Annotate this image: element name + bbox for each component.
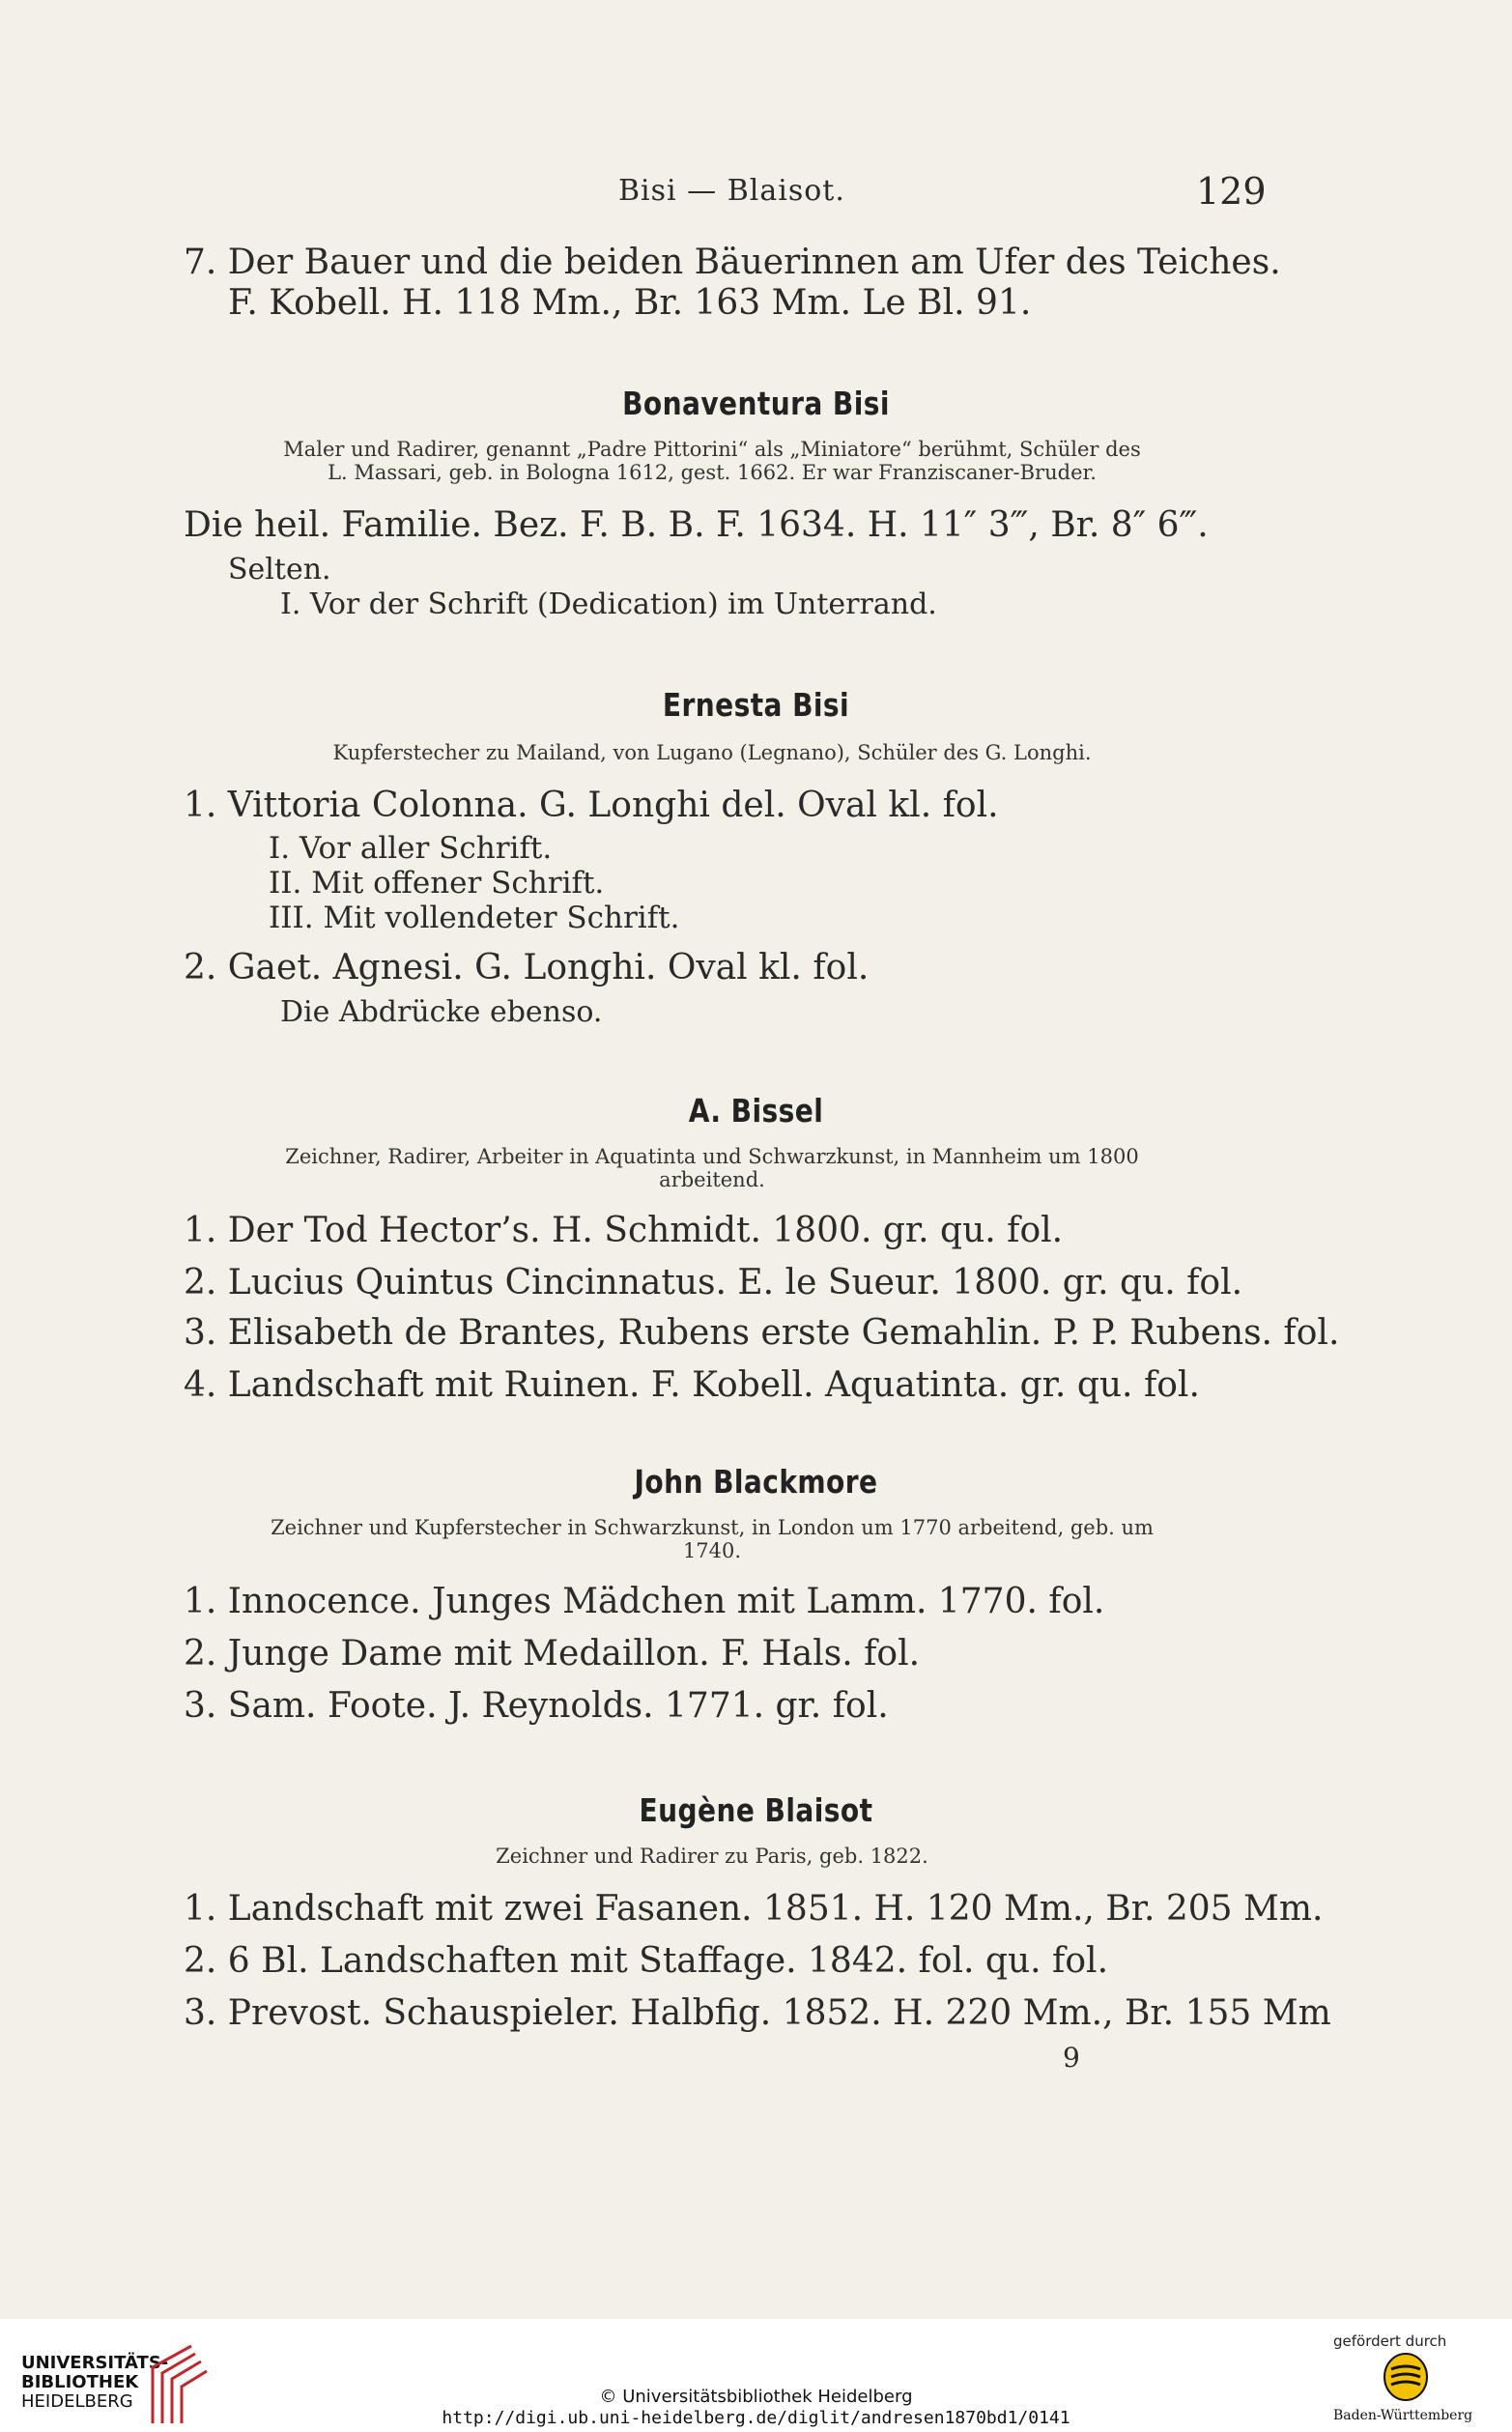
artist-description: arbeitend. <box>659 1168 765 1191</box>
section-heading: Bonaventura Bisi <box>622 385 890 422</box>
entry-line: II. Mit offener Schrift. <box>269 866 605 901</box>
entry-line: 4. Landschaft mit Ruinen. F. Kobell. Aquatinta. gr. qu. fol. <box>184 1365 1200 1405</box>
artist-description: Zeichner und Radirer zu Paris, geb. 1822. <box>496 1845 928 1868</box>
page-number: 129 <box>1196 170 1267 213</box>
library-name-line: BIBLIOTHEK <box>21 2372 139 2392</box>
library-name-line: UNIVERSITÄTS- <box>21 2353 169 2373</box>
entry-line: 2. 6 Bl. Landschaften mit Staffage. 1842. fol. qu. fol. <box>184 1941 1109 1981</box>
entry-line: III. Mit vollendeter Schrift. <box>269 901 680 935</box>
sponsor-name: Baden-Württemberg <box>1333 2408 1473 2423</box>
entry-line: Selten. <box>228 553 331 587</box>
running-title: Bisi — Blaisot. <box>618 174 845 208</box>
library-name-line: HEIDELBERG <box>21 2391 133 2412</box>
signature-mark: 9 <box>1063 2042 1080 2074</box>
entry-line: 3. Prevost. Schauspieler. Halbfig. 1852. H. 220 Mm., Br. 155 Mm <box>184 1993 1331 2033</box>
entry-line: Die heil. Familie. Bez. F. B. B. F. 1634. H. 11″ 3‴, Br. 8″ 6‴. <box>184 505 1209 545</box>
entry-line: 1. Innocence. Junges Mädchen mit Lamm. 1770. fol. <box>184 1582 1105 1621</box>
footer-bar <box>0 2319 1512 2432</box>
entry-line: 2. Lucius Quintus Cincinnatus. E. le Sueur. 1800. gr. qu. fol. <box>184 1263 1243 1302</box>
copyright-notice: © Universitätsbibliothek Heidelberg <box>599 2387 913 2407</box>
artist-description: L. Massari, geb. in Bologna 1612, gest. 1662. Er war Franziscaner-Bruder. <box>328 461 1097 484</box>
entry-line: 2. Junge Dame mit Medaillon. F. Hals. fol. <box>184 1634 921 1674</box>
funded-by-label: gefördert durch <box>1333 2332 1447 2350</box>
artist-description: Zeichner, Radirer, Arbeiter in Aquatinta und Schwarzkunst, in Mannheim um 1800 <box>285 1145 1139 1168</box>
section-heading: Ernesta Bisi <box>662 686 850 724</box>
entry-line: F. Kobell. H. 118 Mm., Br. 163 Mm. Le Bl. 91. <box>228 283 1032 323</box>
artist-description: Kupferstecher zu Mailand, von Lugano (Legnano), Schüler des G. Longhi. <box>332 741 1092 764</box>
entry-line: I. Vor der Schrift (Dedication) im Unterrand. <box>280 587 937 621</box>
entry-line: 1. Landschaft mit zwei Fasanen. 1851. H. 120 Mm., Br. 205 Mm. <box>184 1889 1324 1929</box>
entry-line: I. Vor aller Schrift. <box>269 831 553 866</box>
entry-line: 3. Sam. Foote. J. Reynolds. 1771. gr. fol. <box>184 1686 889 1726</box>
section-heading: John Blackmore <box>634 1463 878 1501</box>
artist-description: Zeichner und Kupferstecher in Schwarzkunst, in London um 1770 arbeitend, geb. um <box>271 1516 1154 1539</box>
entry-line: 1. Vittoria Colonna. G. Longhi del. Oval kl. fol. <box>184 786 999 825</box>
section-heading: Eugène Blaisot <box>639 1791 873 1829</box>
entry-line: 3. Elisabeth de Brantes, Rubens erste Gemahlin. P. P. Rubens. fol. <box>184 1313 1340 1353</box>
entry-line: 1. Der Tod Hector’s. H. Schmidt. 1800. gr. qu. fol. <box>184 1211 1064 1250</box>
permalink[interactable]: http://digi.ub.uni-heidelberg.de/diglit/andresen1870bd1/0141 <box>442 2408 1070 2428</box>
page-header <box>0 170 1512 222</box>
section-heading: A. Bissel <box>688 1092 824 1130</box>
entry-line: 7. Der Bauer und die beiden Bäuerinnen am Ufer des Teiches. <box>184 243 1281 282</box>
artist-description: 1740. <box>682 1539 742 1562</box>
entry-line: 2. Gaet. Agnesi. G. Longhi. Oval kl. fol. <box>184 948 870 987</box>
state-coat-of-arms-icon <box>1382 2352 1430 2402</box>
artist-description: Maler und Radirer, genannt „Padre Pittorini“ als „Miniatore“ berühmt, Schüler des <box>283 438 1141 461</box>
entry-line: Die Abdrücke ebenso. <box>280 995 603 1029</box>
